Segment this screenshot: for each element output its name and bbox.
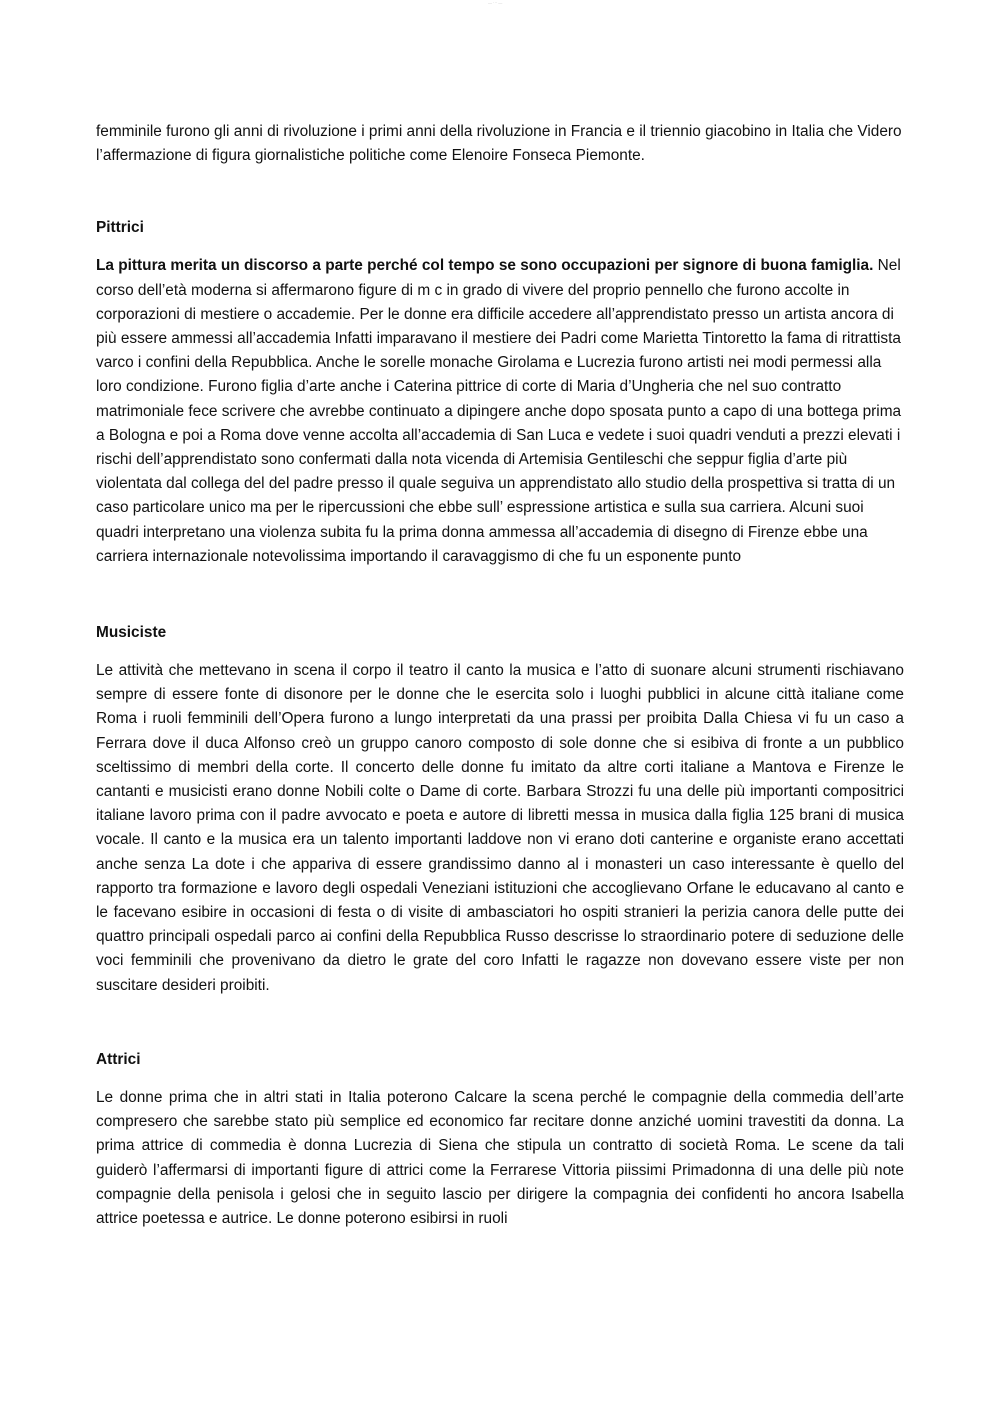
page-header-mark: — ··· — <box>488 0 503 5</box>
intro-paragraph: femminile furono gli anni di rivoluzione i primi anni della rivoluzione in Francia e il triennio giacobino in Italia che Videro l’affermazione di figura giornalistiche politiche come Elenoire Fonseca Piemonte. <box>96 123 902 165</box>
paragraph-musiciste: Le attività che mettevano in scena il corpo il teatro il canto la musica e l’atto di suonare alcuni strumenti rischiavano sempre di essere fonte di disonore per le donne che le esercita solo i luoghi pubblici in alcune città italiane come Roma i ruoli femminili dell’Opera furono a lungo interpretati da una prassi per proibita Dalla Chiesa vi fu un caso a Ferrara dove il duca Alfonso creò un gruppo canoro composto di sole donne che si esibiva di fronte a un pubblico sceltissimo di membri della corte. Il concerto delle donne fu imitato da altre corti italiane a Mantova e Firenze le cantanti e musicisti erano donne Nobili colte o Dame di corte. Barbara Strozzi fu una delle più importanti compositrici italiane lavoro prima con il padre avvocato e poeta e autore di libretti messa in musica dalla figlia 125 brani di musica vocale. Il canto e la musica era un talento importanti laddove non vi erano doti canterine e organiste erano accettati anche senza La dote i che appariva di essere grandissimo danno al i monasteri un caso interessante è quello del rapporto tra formazione e lavoro degli ospedali Veneziani istituzioni che accoglievano Orfane le educavano al canto e le facevano esibire in occasioni di festa o di visite di ambasciatori ho ospiti stranieri la perizia canora delle putte dei quattro principali ospedali parco ai confini della Repubblica Russo descrisse lo straordinario potere di seduzione delle voci femminili che provenivano da dietro le grate del coro Infatti le ragazze non dovevano essere viste per non suscitare desideri proibiti. <box>96 662 904 994</box>
body-text-pittrici: Nel corso dell’età moderna si affermarono figure di m c in grado di vivere del proprio pennello che furono accolte in corporazioni di mestiere o accademie. Per le donne era difficile accedere all’apprendistato presso un artista ancora di più essere ammessi all’accademia Infatti imparavano il mestiere dei Padri come Marietta Tintoretto la fama di ritrattista varco i confini della Repubblica. Anche le sorelle monache Girolama e Lucrezia furono artisti nei modi permessi alla loro condizione. Furono figlia d’arte anche i Caterina pittrice di corte di Maria d’Ungheria che nel suo contratto matrimoniale fece scrivere che avrebbe continuato a dipingere anche dopo sposata punto a capo di una bottega prima a Bologna e poi a Roma dove venne accolta all’accademia di San Luca e vedete i suoi quadri venduti a prezzi elevati i rischi dell’apprendistato sono confermati dalla nota vicenda di Artemisia Gentileschi che seppur figlia d’arte più violentata dal collega del del padre presso il quale seguiva un apprendistato allo studio della prospettiva si tratta di un caso particolare unico ma per le ripercussioni che ebbe sull’ espressione artistica e sulla sua carriera. Alcuni suoi quadri interpretano una violenza subita fu la prima donna ammessa all’accademia di disegno di Firenze ebbe una carriera internazionale notevolissima importando il caravaggismo di che fu un esponente punto <box>96 257 902 565</box>
paragraph-pittrici <box>96 254 904 569</box>
heading-pittrici: Pittrici <box>96 219 144 237</box>
document-page <box>96 120 904 1231</box>
lead-sentence-pittrici: La pittura merita un discorso a parte perché col tempo se sono occupazioni per signore di buona famiglia. <box>96 257 874 275</box>
heading-musiciste: Musiciste <box>96 624 167 642</box>
paragraph-attrici: Le donne prima che in altri stati in Italia poterono Calcare la scena perché le compagnie della commedia dell’arte compresero che sarebbe stato più semplice ed economico far recitare donne anziché uomini travestiti da donna. La prima attrice di commedia è donna Lucrezia di Siena che stipula un contratto di società Roma. Le scene da tali guiderò l’affermarsi di importanti figure di attrici come la Ferrarese Vittoria piissimi Primadonna di una delle più note compagnie della penisola i gelosi che in seguito lascio per dirigere la compagnia dei confidenti ho ancora Isabella attrice poetessa e autrice. Le donne poterono esibirsi in ruoli <box>96 1088 904 1227</box>
heading-attrici: Attrici <box>96 1050 141 1068</box>
